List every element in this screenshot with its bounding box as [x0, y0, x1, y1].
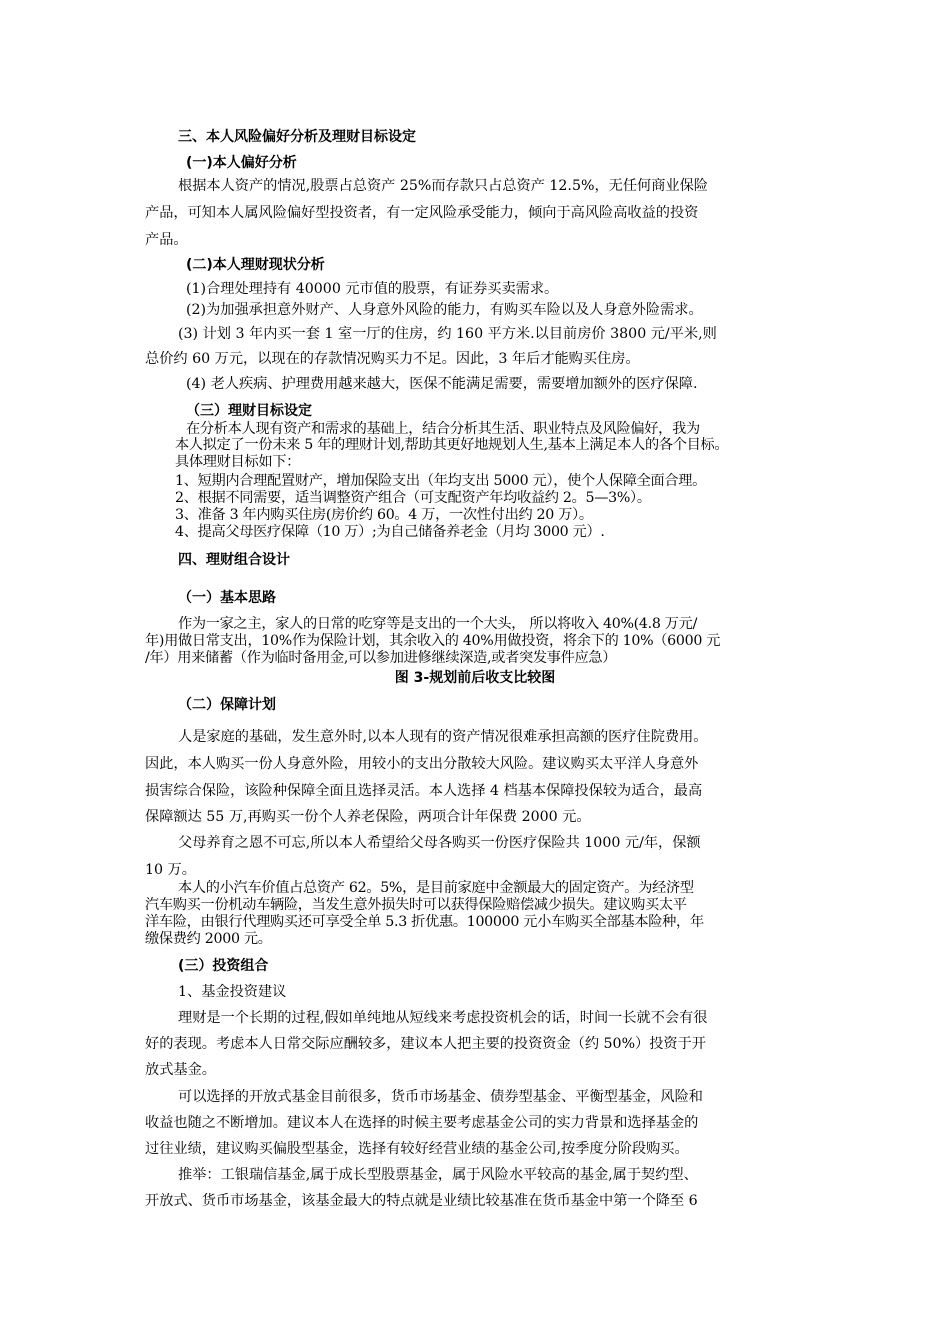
list-item: 总价约 60 万元，以现在的存款情况购买力不足。因此，3 年后才能购买住房。 [145, 351, 640, 367]
section-3-heading: 三、本人风险偏好分析及理财目标设定 [178, 129, 416, 145]
paragraph-line: 洋车险，由银行代理购买还可享受全单 5.3 折优惠。100000 元小车购买全部基本险种，年 [145, 914, 704, 930]
paragraph-line: 损害综合保险，该险种保障全面且选择灵活。本人选择 4 档基本保障投保较为适合，最高 [145, 783, 703, 799]
list-item: (3) 计划 3 年内买一套 1 室一厅的住房，约 160 平方米.以目前房价 3800 元/平米,则 [178, 326, 717, 342]
paragraph-line: 在分析本人现有资产和需求的基础上，结合分析其生活、职业特点及风险偏好，我为 [186, 421, 700, 437]
list-item: (4) 老人疾病、护理费用越来越大，医保不能满足需要，需要增加额外的医疗保障. [186, 376, 698, 392]
paragraph-line: 缴保费约 2000 元。 [145, 931, 272, 947]
section-4-3-heading: (三）投资组合 [178, 958, 269, 974]
paragraph-line: 推举：工银瑞信基金,属于成长型股票基金，属于风险水平较高的基金,属于契约型、 [178, 1167, 698, 1183]
paragraph-line: 根据本人资产的情况,股票占总资产 25%而存款只占总资产 12.5%，无任何商业保险 [178, 178, 708, 194]
paragraph-line: 好的表现。考虑本人日常交际应酬较多，建议本人把主要的投资资金（约 50%）投资于开 [145, 1036, 706, 1052]
section-4-2-heading: （二）保障计划 [178, 697, 276, 713]
paragraph-line: 放式基金。 [145, 1062, 216, 1078]
paragraph-line: 理财是一个长期的过程,假如单纯地从短线来考虑投资机会的话，时间一长就不会有很 [178, 1010, 708, 1026]
paragraph-line: /年）用来储蓄（作为临时备用金,可以参加进修继续深造,或者突发事件应急） [145, 650, 617, 666]
list-item: 1、短期内合理配置财产，增加保险支出（年均支出 5000 元），使个人保障全面合理。 [175, 473, 707, 489]
paragraph-line: 因此，本人购买一份人身意外险，用较小的支出分散较大风险。建议购买太平洋人身意外 [145, 756, 699, 772]
section-3-2-heading: (二)本人理财现状分析 [186, 257, 325, 273]
paragraph-line: 保障额达 55 万,再购买一份个人养老保险，两项合计年保费 2000 元。 [145, 809, 591, 825]
subheading: 1、基金投资建议 [178, 984, 287, 1000]
list-item: 3、准备 3 年内购买住房(房价约 60。4 万，一次性付出约 20 万）。 [175, 507, 593, 523]
paragraph-line: 收益也随之不断增加。建议本人在选择的时候主要考虑基金公司的实力背景和选择基金的 [145, 1115, 699, 1131]
paragraph-line: 本人的小汽车价值占总资产 62。5%，是目前家庭中金额最大的固定资产。为经济型 [178, 880, 694, 896]
section-3-3-heading: （三）理财目标设定 [186, 403, 312, 419]
paragraph-line: 具体理财目标如下： [175, 454, 300, 470]
paragraph-line: 开放式、货币市场基金，该基金最大的特点就是业绩比较基准在货币基金中第一个降至 6 [145, 1193, 698, 1209]
paragraph-line: 作为一家之主，家人的日常的吃穿等是支出的一个大头， 所以将收入 40%(4.8 万元/ [178, 616, 698, 632]
paragraph-line: 本人拟定了一份未来 5 年的理财计划,帮助其更好地规划人生,基本上满足本人的各个目标。 [175, 437, 729, 453]
paragraph-line: 10 万。 [145, 862, 196, 878]
paragraph-line: 产品。 [145, 232, 188, 248]
paragraph-line: 年)用做日常支出，10%作为保险计划，其余收入的 40%用做投资，将余下的 10%（6000 元 [145, 633, 721, 649]
paragraph-line: 汽车购买一份机动车辆险，当发生意外损失时可以获得保险赔偿减少损失。建议购买太平 [145, 897, 687, 913]
paragraph-line: 人是家庭的基础，发生意外时,以本人现有的资产情况很难承担高额的医疗住院费用。 [178, 729, 708, 745]
figure-caption: 图 3-规划前后收支比较图 [394, 670, 556, 686]
list-item: (2)为加强承担意外财产、人身意外风险的能力，有购买车险以及人身意外险需求。 [186, 302, 703, 318]
section-4-1-heading: （一）基本思路 [178, 590, 276, 606]
list-item: (1)合理处理持有 40000 元市值的股票，有证券买卖需求。 [186, 281, 559, 297]
paragraph-line: 父母养育之恩不可忘,所以本人希望给父母各购买一份医疗保险共 1000 元/年，保额 [178, 835, 701, 851]
paragraph-line: 过往业绩，建议购买偏股型基金，选择有较好经营业绩的基金公司,按季度分阶段购买。 [145, 1141, 689, 1157]
list-item: 2、根据不同需要，适当调整资产组合（可支配资产年均收益约 2。5—3%）。 [175, 490, 651, 506]
paragraph-line: 产品，可知本人属风险偏好型投资者，有一定风险承受能力，倾向于高风险高收益的投资 [145, 205, 699, 221]
section-3-1-heading: (一)本人偏好分析 [186, 155, 297, 171]
list-item: 4、提高父母医疗保障（10 万）;为自己储备养老金（月均 3000 元）. [175, 524, 605, 540]
paragraph-line: 可以选择的开放式基金目前很多，货币市场基金、债券型基金、平衡型基金，风险和 [178, 1089, 703, 1105]
section-4-heading: 四、理财组合设计 [178, 552, 290, 568]
